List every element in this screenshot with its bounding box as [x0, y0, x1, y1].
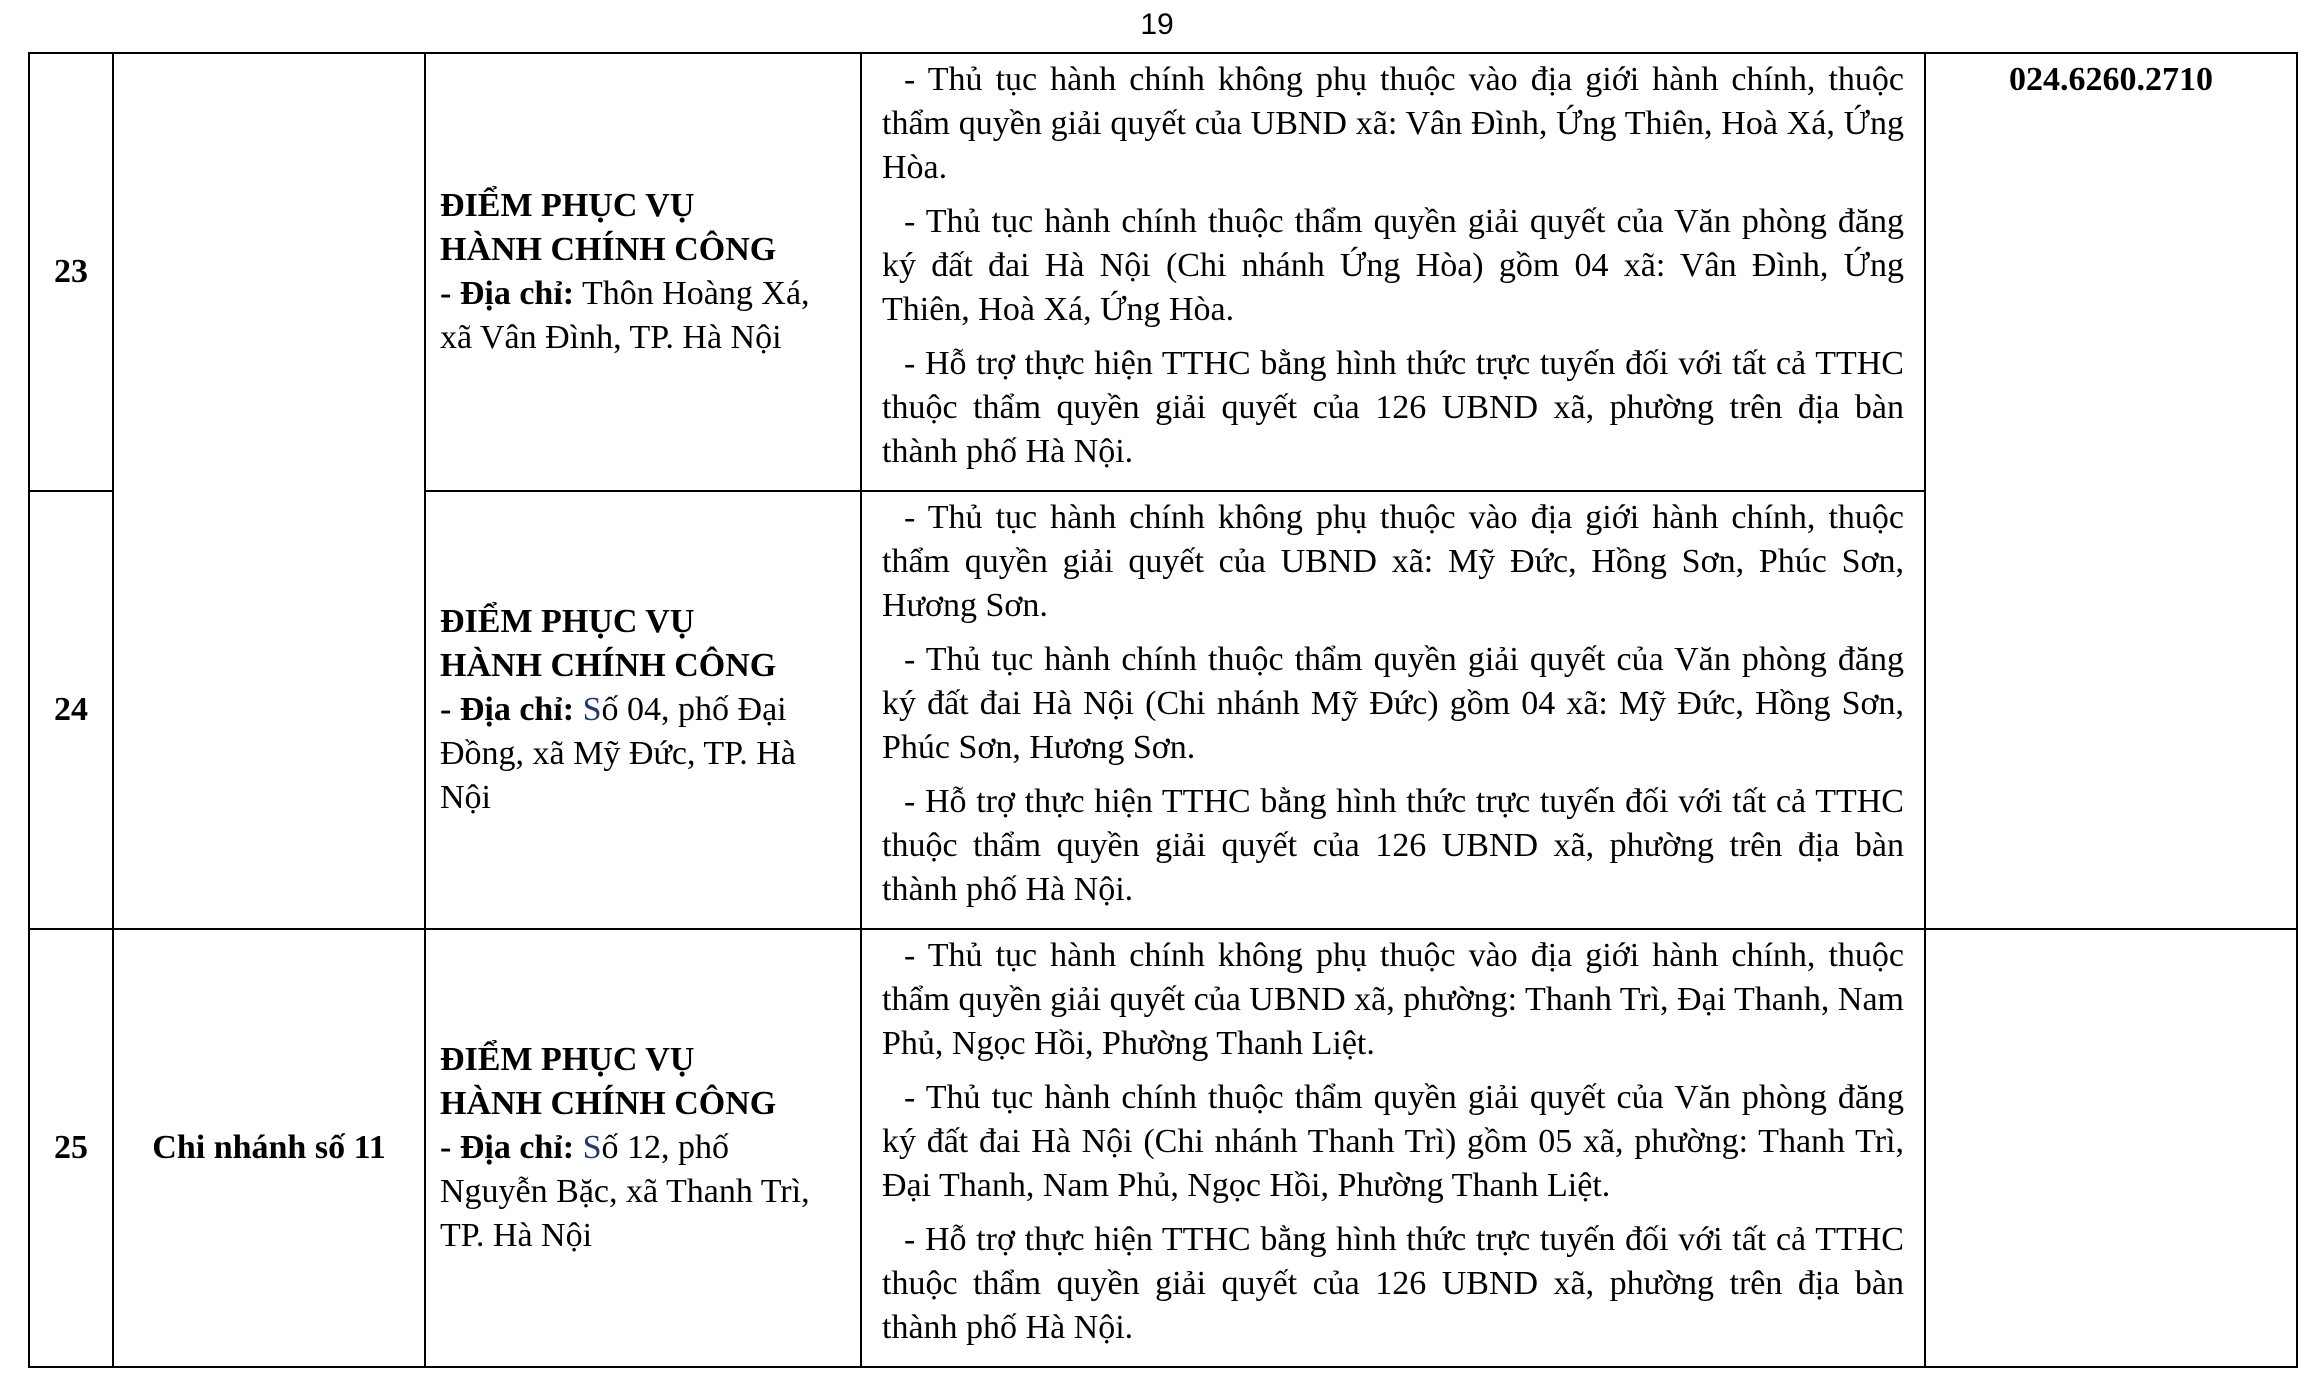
- scope-paragraph: - Hỗ trợ thực hiện TTHC bằng hình thức trực tuyến đối với tất cả TTHC thuộc thẩm quyền giải quyết của 126 UBND xã, phường trên địa bàn thành phố Hà Nội.: [882, 345, 1904, 470]
- row-number: 23: [29, 53, 113, 491]
- hotline-phone: 024.6260.2710: [1925, 53, 2297, 929]
- table-row: [29, 929, 2297, 1367]
- table-row: [29, 53, 2297, 491]
- service-point-cell: [425, 929, 861, 1367]
- address-prefix: S: [582, 691, 602, 728]
- service-point-title: ĐIỂM PHỤC VỤ HÀNH CHÍNH CÔNG: [440, 187, 777, 268]
- address-label: - Địa chỉ:: [440, 275, 575, 312]
- address-label: - Địa chỉ:: [440, 1129, 575, 1166]
- scope-cell: [861, 53, 1925, 491]
- scope-paragraph: - Thủ tục hành chính không phụ thuộc vào địa giới hành chính, thuộc thẩm quyền giải quyết của UBND xã: Mỹ Đức, Hồng Sơn, Phúc Sơn, Hương Sơn.: [882, 499, 1904, 624]
- address-text: ố 12, phố Nguyễn Bặc, xã Thanh Trì, TP. Hà Nội: [440, 1129, 810, 1254]
- row-number: 24: [29, 491, 113, 929]
- row-number: 25: [29, 929, 113, 1367]
- page-number: 19: [1140, 8, 1174, 41]
- service-point-title: ĐIỂM PHỤC VỤ HÀNH CHÍNH CÔNG: [440, 603, 777, 684]
- address-text: ố 04, phố Đại Đồng, xã Mỹ Đức, TP. Hà Nội: [440, 691, 796, 816]
- scope-paragraph: - Hỗ trợ thực hiện TTHC bằng hình thức trực tuyến đối với tất cả TTHC thuộc thẩm quyền giải quyết của 126 UBND xã, phường trên địa bàn thành phố Hà Nội.: [882, 783, 1904, 908]
- service-point-cell: [425, 491, 861, 929]
- service-point-address: [440, 1126, 834, 1258]
- service-points-table: [28, 52, 2298, 1368]
- service-point-address: [440, 688, 834, 820]
- scope-paragraph: - Thủ tục hành chính không phụ thuộc vào địa giới hành chính, thuộc thẩm quyền giải quyết của UBND xã, phường: Thanh Trì, Đại Thanh, Nam Phủ, Ngọc Hồi, Phường Thanh Liệt.: [882, 937, 1904, 1062]
- scope-paragraph: - Thủ tục hành chính thuộc thẩm quyền giải quyết của Văn phòng đăng ký đất đai Hà Nội (Chi nhánh Mỹ Đức) gồm 04 xã: Mỹ Đức, Hồng Sơn, Phúc Sơn, Hương Sơn.: [882, 641, 1904, 766]
- service-point-title: ĐIỂM PHỤC VỤ HÀNH CHÍNH CÔNG: [440, 1041, 777, 1122]
- scope-cell: [861, 491, 1925, 929]
- address-prefix: S: [582, 1129, 602, 1166]
- address-text: Thôn Hoàng Xá, xã Vân Đình, TP. Hà Nội: [440, 275, 810, 356]
- service-point-address: [440, 272, 834, 360]
- scope-paragraph: - Hỗ trợ thực hiện TTHC bằng hình thức trực tuyến đối với tất cả TTHC thuộc thẩm quyền giải quyết của 126 UBND xã, phường trên địa bàn thành phố Hà Nội.: [882, 1221, 1904, 1346]
- phone-empty-cell: [1925, 929, 2297, 1367]
- branch-name: [113, 53, 425, 929]
- scope-paragraph: - Thủ tục hành chính thuộc thẩm quyền giải quyết của Văn phòng đăng ký đất đai Hà Nội (Chi nhánh Thanh Trì) gồm 05 xã, phường: Thanh Trì, Đại Thanh, Nam Phủ, Ngọc Hồi, Phường Thanh Liệt.: [882, 1079, 1904, 1204]
- scope-cell: [861, 929, 1925, 1367]
- service-point-cell: [425, 53, 861, 491]
- address-label: - Địa chỉ:: [440, 691, 575, 728]
- scope-paragraph: - Thủ tục hành chính không phụ thuộc vào địa giới hành chính, thuộc thẩm quyền giải quyết của UBND xã: Vân Đình, Ứng Thiên, Hoà Xá, Ứng Hòa.: [882, 61, 1904, 186]
- scope-paragraph: - Thủ tục hành chính thuộc thẩm quyền giải quyết của Văn phòng đăng ký đất đai Hà Nội (Chi nhánh Ứng Hòa) gồm 04 xã: Vân Đình, Ứng Thiên, Hoà Xá, Ứng Hòa.: [882, 203, 1904, 328]
- branch-name: Chi nhánh số 11: [113, 929, 425, 1367]
